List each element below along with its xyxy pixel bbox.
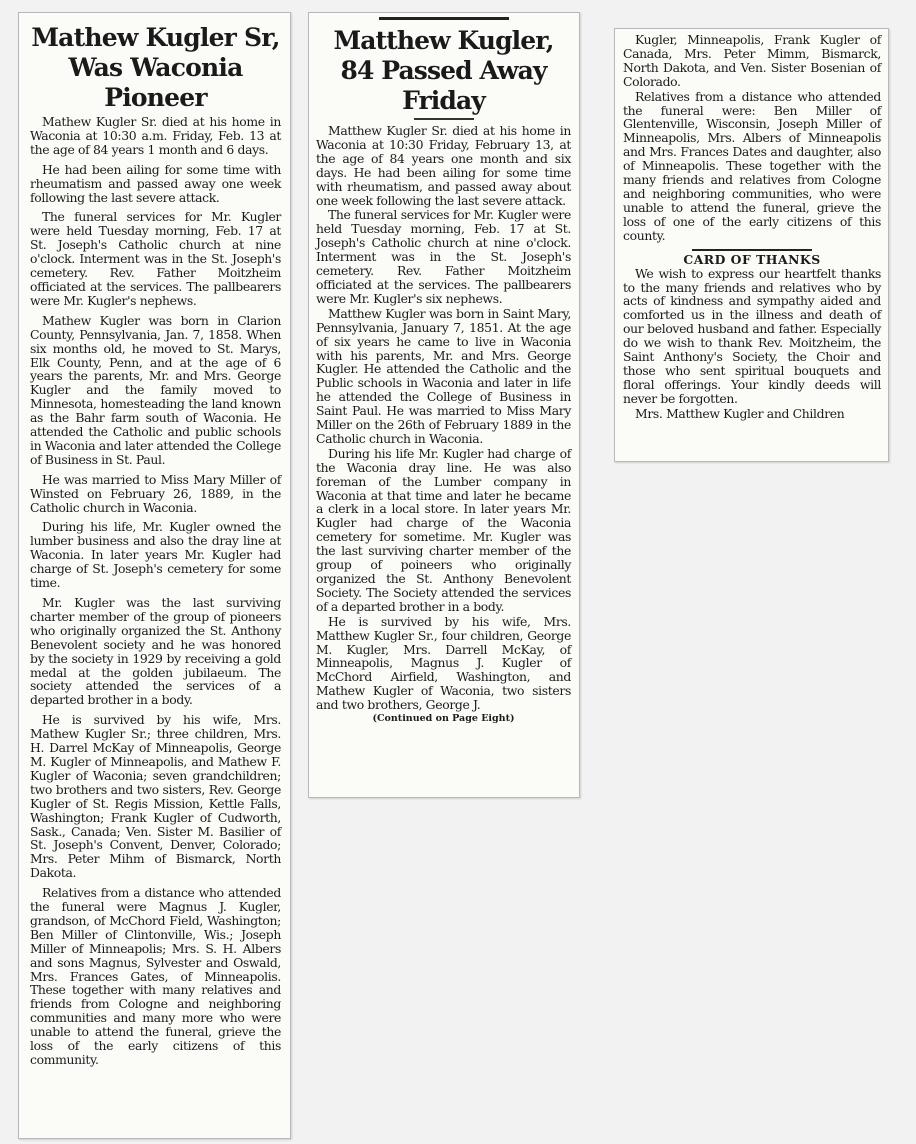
paragraph: He had been ailing for some time with rheumatism and passed away one week following the last severe attack. — [30, 161, 281, 205]
paragraph: He is survived by his wife, Mrs. Matthew Kugler Sr., four children, George M. Kugler, Mrs. Darrell McKay, of Minneapolis, Magnus J. Kugler of McChord Airfield, Washington, and Mathew Kugler of Waconia, two sisters and two brothers, George J. — [316, 613, 571, 713]
article-body — [623, 33, 881, 243]
paragraph: During his life Mr. Kugler had charge of the Waconia dray line. He was also foreman of the Lumber company in Waconia at that time and later he became a clerk in a local store. In later years Mr. Kugler had charge of the Waconia cemetery for sometime. Mr. Kugler was the last surviving charter member of the group of poineers who originally organized the St. Anthony Benevolent Society. The Society attended the services of a departed brother in a body. — [316, 445, 571, 614]
article-body — [30, 115, 281, 1067]
divider — [692, 249, 812, 251]
paragraph: Matthew Kugler Sr. died at his home in Waconia at 10:30 Friday, February 13, at the age of 84 years one month and six days. He had been ailing for some time with rheumatism, and passed away about one week following the last severe attack. — [316, 123, 571, 208]
continued-note: (Continued on Page Eight) — [372, 713, 515, 725]
paragraph: Relatives from a distance who attended the funeral were: Ben Miller of Glentenville, Wisconsin, Joseph Miller of Minneapolis, Mrs. Albers of Minneapolis and Mrs. Frances Dates and daughter, also of Minneapolis. These together with the many friends and relatives from Cologne and neighboring communities, who were unable to attend the funeral, grieve the loss of one of the early citizens of this county. — [623, 88, 881, 243]
signature: Mrs. Matthew Kugler and Children — [635, 405, 845, 421]
headline: Matthew Kugler, 84 Passed Away Friday — [333, 26, 554, 115]
divider — [414, 118, 474, 120]
paragraph: Mathew Kugler was born in Clarion County, Pennsylvania, Jan. 7, 1858. When six months old, he moved to St. Marys, Elk County, Penn, and at the age of 6 years the parents, Mr. and Mrs. George Kugler and the family moved to Minnesota, homesteading the land known as the Bahr farm south of Waconia. He attended the Catholic and public schools in Waconia and later attended the College of Business in St. Paul. — [30, 312, 281, 467]
clipping-left — [18, 12, 291, 1139]
paragraph: Mr. Kugler was the last surviving charter member of the group of pioneers who originally organized the St. Anthony Benevolent society and he was honored by the society in 1929 by receiving a gold medal at the golden jubilaeum. The society attended the services of a departed brother in a body. — [30, 595, 281, 708]
card-of-thanks-text: We wish to express our heartfelt thanks to the many friends and relatives who by acts of kindness and sympathy aided and comforted us in the illness and death of our beloved husband and father. Especially do we wish to thank Rev. Moitzheim, the Saint Anthony's Society, the Choir and those who sent spiritual bouquets and floral offerings. Your kindly deeds will never be forgotten. — [623, 265, 881, 406]
clipping-middle — [308, 12, 580, 798]
clipping-right — [614, 28, 889, 462]
paragraph: Mathew Kugler Sr. died at his home in Waconia at 10:30 a.m. Friday, Feb. 13 at the age of 84 years 1 month and 6 days. — [30, 114, 281, 157]
paragraph: During his life, Mr. Kugler owned the lumber business and also the dray line at Waconia. In later years Mr. Kugler had charge of St. Joseph's cemetery for some time. — [30, 519, 281, 591]
paragraph: Kugler, Minneapolis, Frank Kugler of Canada, Mrs. Peter Mimm, Bismarck, North Dakota, and Ven. Sister Bosenian of Colorado. — [623, 32, 881, 89]
article-body — [316, 124, 571, 725]
headline: Mathew Kugler Sr, Was Waconia Pioneer — [31, 23, 280, 112]
paragraph: The funeral services for Mr. Kugler were held Tuesday morning, Feb. 17 at St. Joseph's Catholic church at nine o'clock. Interment was in the St. Joseph's cemetery. Rev. Father Moitzheim officiated at the services. The pallbearers were Mr. Kugler's six nephews. — [316, 207, 571, 306]
paragraph: The funeral services for Mr. Kugler were held Tuesday morning, Feb. 17 at St. Joseph's Catholic church at nine o'clock. Interment was in the St. Joseph's cemetery. Rev. Father Moitzheim officiated at the services. The pallbearers were Mr. Kugler's nephews. — [30, 209, 281, 308]
card-of-thanks-heading: CARD OF THANKS — [683, 251, 821, 267]
paragraph: He is survived by his wife, Mrs. Mathew Kugler Sr.; three children, Mrs. H. Darrel McKay of Minneapolis, George M. Kugler of Minneapolis, and Mathew F. Kugler of Waconia; seven grandchildren; two brothers and two sisters, Rev. George Kugler of St. Regis Mission, Kettle Falls, Washington; Frank Kugler of Cudworth, Sask., Canada; Ven. Sister M. Basilier of St. Joseph's Convent, Denver, Colorado; Mrs. Peter Mihm of Bismarck, North Dakota. — [30, 712, 281, 881]
paragraph: Relatives from a distance who attended the funeral were Magnus J. Kugler, grandson, of McChord Field, Washington; Ben Miller of Clintonville, Wis.; Joseph Miller of Minneapolis; Mrs. S. H. Albers and sons Magnus, Sylvester and Oswald, Mrs. Frances Gates, of Minneapolis. These together with many relatives and friends from Cologne and neighboring communities and many more who were unable to attend the funeral, grieve the loss of the early citizens of this community. — [30, 885, 281, 1067]
paragraph: Matthew Kugler was born in Saint Mary, Pennsylvania, January 7, 1851. At the age of six years he came to live in Waconia with his parents, Mr. and Mrs. George Kugler. He attended the Catholic and the Public schools in Waconia and later in life he attended the College of Business in Saint Paul. He was married to Miss Mary Miller on the 26th of February 1889 in the Catholic church in Waconia. — [316, 305, 571, 446]
paragraph: He was married to Miss Mary Miller of Winsted on February 26, 1889, in the Catholic church in Waconia. — [30, 471, 281, 515]
divider — [379, 17, 509, 20]
